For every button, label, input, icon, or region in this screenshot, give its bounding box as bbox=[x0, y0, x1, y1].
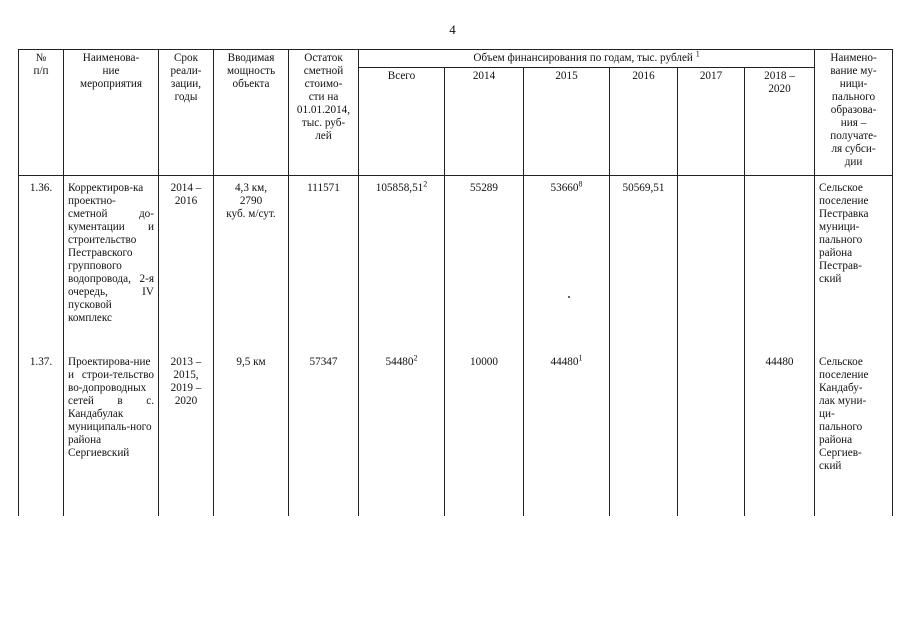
scan-speck bbox=[568, 296, 570, 298]
page-number: 4 bbox=[449, 22, 456, 37]
row-2016: 50569,51 bbox=[610, 176, 678, 351]
row-capacity: 4,3 км, 2790 куб. м/сут. bbox=[214, 176, 289, 351]
row-2015-value: 53660 bbox=[550, 182, 579, 194]
header-municipality: Наимено- вание му- ници- пального образова- ния – получате- ля субси- дии bbox=[815, 50, 893, 176]
row-term: 2014 – 2016 bbox=[159, 176, 214, 351]
header-funding-group-text: Объем финансирования по годам, тыс. рублей bbox=[473, 52, 693, 64]
row-2014: 55289 bbox=[445, 176, 524, 351]
row-2018-2020 bbox=[745, 176, 815, 351]
row-2017 bbox=[678, 350, 745, 516]
row-term: 2013 – 2015, 2019 – 2020 bbox=[159, 350, 214, 516]
row-remainder: 57347 bbox=[289, 350, 359, 516]
row-2016 bbox=[610, 350, 678, 516]
header-year-2016: 2016 bbox=[610, 68, 678, 176]
row-num: 1.36. bbox=[19, 176, 64, 351]
header-year-total: Всего bbox=[359, 68, 445, 176]
header-capacity: Вводимая мощность объекта bbox=[214, 50, 289, 176]
table-row bbox=[19, 350, 893, 516]
row-2015-sup: 8 bbox=[578, 179, 583, 189]
row-2018-2020: 44480 bbox=[745, 350, 815, 516]
row-2015-value: 44480 bbox=[550, 356, 579, 368]
header-term: Срок реали- зации, годы bbox=[159, 50, 214, 176]
row-total-value: 54480 bbox=[385, 356, 414, 368]
header-year-2015: 2015 bbox=[524, 68, 610, 176]
header-num: № п/п bbox=[19, 50, 64, 176]
row-2015 bbox=[524, 350, 610, 516]
row-2015-sup: 1 bbox=[578, 353, 583, 363]
header-funding-group-sup: 1 bbox=[695, 49, 700, 59]
table-row bbox=[19, 176, 893, 351]
header-year-2017: 2017 bbox=[678, 68, 745, 176]
header-remainder: Остаток сметной стоимо- сти на 01.01.2014, тыс. руб- лей bbox=[289, 50, 359, 176]
row-2015 bbox=[524, 176, 610, 351]
row-total bbox=[359, 350, 445, 516]
row-municipality: Сельское поселение Кандабу- лак муни- ци- пального района Сергиев- ский bbox=[815, 350, 893, 516]
row-total-sup: 2 bbox=[423, 179, 428, 189]
row-total-sup: 2 bbox=[413, 353, 418, 363]
row-remainder: 111571 bbox=[289, 176, 359, 351]
funding-table bbox=[18, 49, 893, 516]
header-year-2018-2020: 2018 – 2020 bbox=[745, 68, 815, 176]
row-total bbox=[359, 176, 445, 351]
header-funding-group bbox=[359, 50, 815, 68]
header-year-2014: 2014 bbox=[445, 68, 524, 176]
header-name: Наименова- ние мероприятия bbox=[64, 50, 159, 176]
row-2014: 10000 bbox=[445, 350, 524, 516]
row-num: 1.37. bbox=[19, 350, 64, 516]
row-name: Проектирова-ние и строи-тельство во-допроводных сетей в с. Кандабулак муниципаль-ного района Сергиевский bbox=[64, 350, 159, 516]
row-2017 bbox=[678, 176, 745, 351]
row-total-value: 105858,51 bbox=[375, 182, 424, 194]
row-municipality: Сельское поселение Пестравка муници- пального района Пестрав- ский bbox=[815, 176, 893, 351]
header-row-top bbox=[19, 50, 893, 68]
row-capacity: 9,5 км bbox=[214, 350, 289, 516]
row-name: Корректиров-ка проектно-сметной до-кументации и строительство Пестравского группового водопровода, 2-я очередь, IV пусковой комплекс bbox=[64, 176, 159, 351]
